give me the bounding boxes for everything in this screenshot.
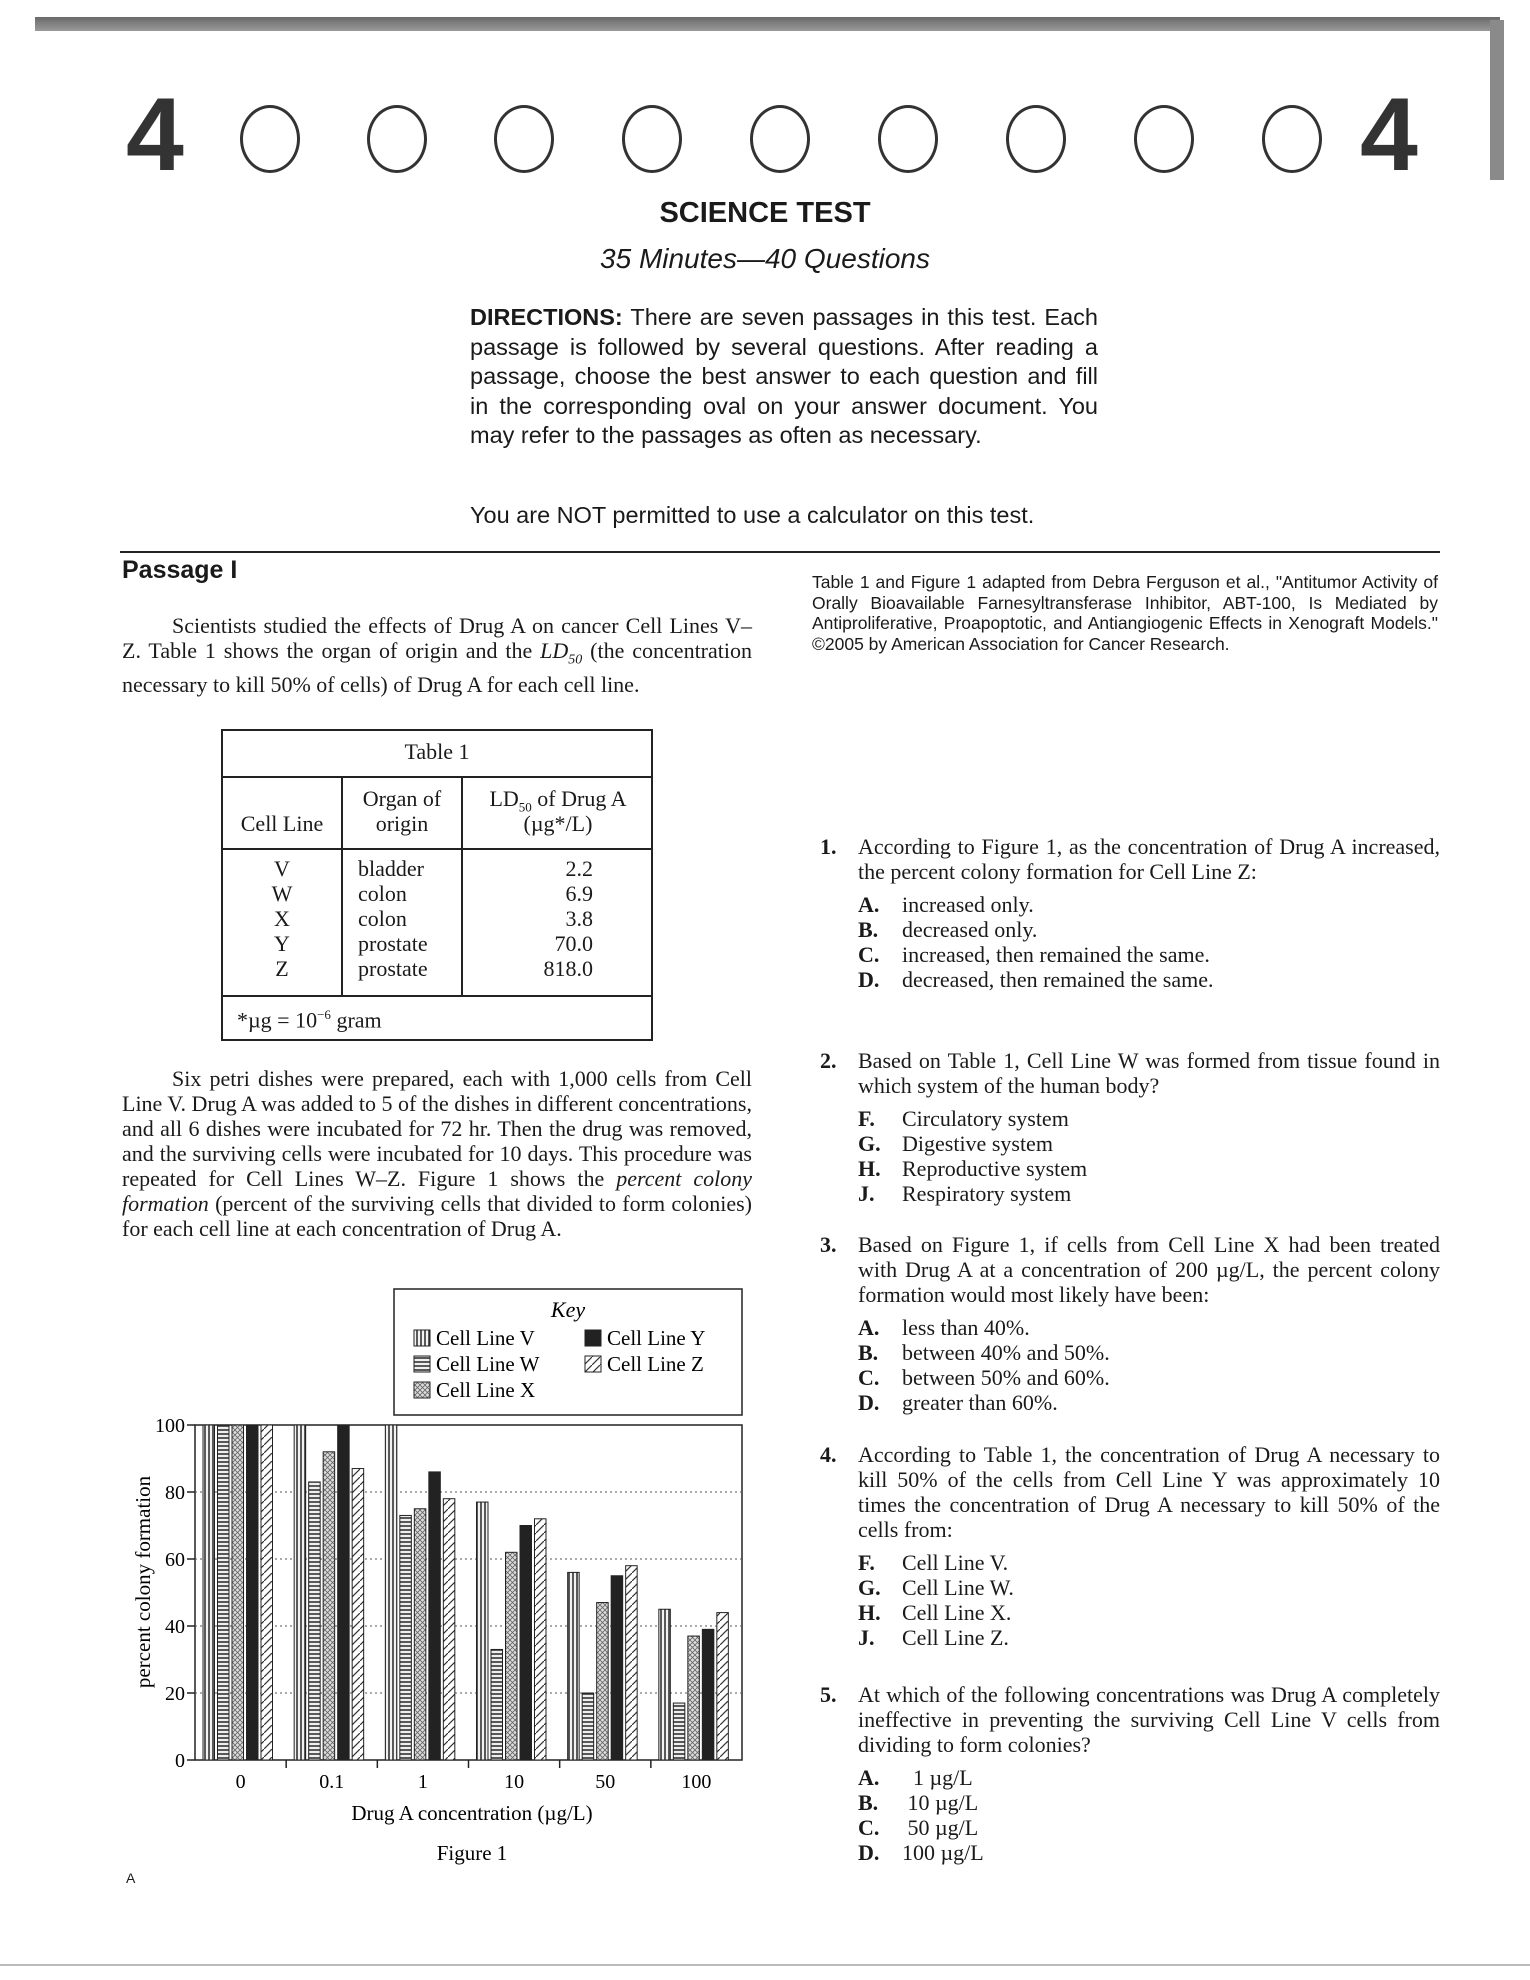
answer-option[interactable]	[858, 967, 1440, 992]
bar	[626, 1566, 638, 1760]
option-text: 10 µg/L	[902, 1790, 979, 1815]
section-header-row	[120, 77, 1440, 195]
option-text: increased only.	[902, 892, 1034, 917]
bar	[261, 1425, 273, 1760]
question-text: At which of the following concentrations was Drug A completely ineffective in preventing the surviving Cell Line V cells from dividing to form colonies?	[858, 1682, 1440, 1757]
oval-icon	[1134, 105, 1194, 173]
x-tick-label: 50	[595, 1771, 616, 1793]
bar	[506, 1552, 518, 1760]
legend-swatch	[414, 1330, 430, 1346]
procedure-text-1: Six petri dishes were prepared, each with 1,000 cells from Cell Line V. Drug A was added to 5 of the dishes in different concentrations, and all 6 dishes were incubated for 72 hr. Then the drug was removed, and the surviving cells were incubated for 10 days. This procedure was repeated for Cell Lines W–Z. Figure 1 shows the	[122, 1066, 752, 1191]
bar	[535, 1519, 547, 1760]
table-header-organ: Organ of	[362, 786, 442, 811]
option-text: Digestive system	[902, 1131, 1053, 1156]
bar	[232, 1425, 244, 1760]
option-text: Cell Line Z.	[902, 1625, 1009, 1650]
answer-option[interactable]	[858, 917, 1440, 942]
oval-icon	[878, 105, 938, 173]
option-letter: J.	[858, 1181, 875, 1206]
bar	[659, 1609, 671, 1760]
table-rule	[223, 995, 651, 997]
option-letter: A.	[858, 1315, 880, 1340]
bar	[294, 1425, 306, 1760]
passage-intro-text-1: Scientists studied the effects of Drug A on cancer Cell Lines V–Z. Table 1 shows the organ of origin and the	[122, 613, 752, 663]
option-letter: D.	[858, 1840, 880, 1865]
question-2	[820, 1048, 1440, 1206]
directions-block	[470, 303, 1098, 451]
table-cell: X	[274, 906, 290, 931]
option-letter: C.	[858, 1365, 880, 1390]
table-cell: Y	[274, 931, 290, 956]
answer-option[interactable]	[858, 1575, 1440, 1600]
table-cell: V	[274, 856, 290, 881]
bar	[429, 1472, 441, 1760]
bar	[717, 1613, 729, 1760]
passage-label: Passage I	[122, 556, 238, 584]
bar	[582, 1693, 594, 1760]
page-mark: A	[126, 1870, 136, 1886]
legend-title: Key	[550, 1297, 586, 1322]
ld-label: LD	[489, 786, 519, 811]
table-column-cell-line	[223, 856, 341, 981]
table-column-organ	[358, 856, 458, 981]
option-text: 1 µg/L	[902, 1765, 973, 1790]
bar	[597, 1603, 609, 1760]
bar	[385, 1425, 397, 1760]
answer-option[interactable]	[858, 942, 1440, 967]
option-text: Circulatory system	[902, 1106, 1069, 1131]
option-letter: F.	[858, 1106, 875, 1131]
question-text: According to Figure 1, as the concentration of Drug A increased, the percent colony formation for Cell Line Z:	[858, 834, 1440, 884]
footnote-exponent: −6	[317, 1007, 331, 1022]
table-cell: 2.2	[565, 856, 593, 881]
answer-options	[858, 1550, 1440, 1650]
ld-symbol: LD	[540, 638, 569, 663]
bar	[352, 1469, 364, 1760]
answer-option[interactable]	[858, 892, 1440, 917]
question-number: 2.	[820, 1048, 837, 1073]
bar	[338, 1425, 350, 1760]
option-text: Cell Line V.	[902, 1550, 1009, 1575]
option-text: between 40% and 50%.	[902, 1340, 1110, 1365]
ld-subscript: 50	[568, 652, 583, 668]
option-letter: D.	[858, 1390, 880, 1415]
option-letter: J.	[858, 1625, 875, 1650]
option-text: increased, then remained the same.	[902, 942, 1210, 967]
figure-1-chart	[120, 1285, 760, 1870]
y-axis-label: percent colony formation	[131, 1475, 155, 1689]
bar	[400, 1515, 412, 1760]
answer-option[interactable]	[858, 1550, 1440, 1575]
bar	[414, 1509, 426, 1760]
answer-options	[858, 1765, 1440, 1865]
question-text: Based on Table 1, Cell Line W was formed from tissue found in which system of the human body?	[858, 1048, 1440, 1098]
x-axis-label: Drug A concentration (µg/L)	[351, 1801, 593, 1825]
option-letter: C.	[858, 1815, 880, 1840]
oval-icon	[750, 105, 810, 173]
oval-icon	[494, 105, 554, 173]
oval-icon	[622, 105, 682, 173]
table-cell: 3.8	[565, 906, 593, 931]
answer-options	[858, 1106, 1440, 1206]
question-text: Based on Figure 1, if cells from Cell Line X had been treated with Drug A at a concentration of 200 µg/L, the percent colony formation would most likely have been:	[858, 1232, 1440, 1307]
scan-edge-shadow	[1490, 20, 1504, 180]
ld-label-suffix: of Drug A	[531, 786, 627, 811]
bar	[218, 1425, 230, 1760]
option-text: Reproductive system	[902, 1156, 1088, 1181]
question-4	[820, 1442, 1440, 1650]
table-cell: colon	[358, 906, 407, 931]
bar	[247, 1425, 259, 1760]
option-letter: G.	[858, 1575, 881, 1600]
answer-options	[858, 1315, 1440, 1415]
legend-label: Cell Line X	[436, 1378, 536, 1402]
x-tick-label: 100	[681, 1771, 712, 1793]
y-tick-label: 60	[165, 1549, 185, 1571]
calculator-note: You are NOT permitted to use a calculator on this test.	[470, 502, 1035, 528]
bar	[491, 1649, 503, 1760]
y-tick-label: 20	[165, 1683, 185, 1705]
answer-option[interactable]	[858, 1315, 1440, 1340]
option-letter: D.	[858, 967, 880, 992]
footnote-unit: gram	[330, 1007, 382, 1033]
legend-swatch	[585, 1330, 601, 1346]
y-tick-label: 40	[165, 1616, 185, 1638]
answer-option[interactable]	[858, 1340, 1440, 1365]
footnote-text: *µg = 10	[237, 1007, 318, 1033]
table-cell: W	[271, 881, 293, 906]
question-3	[820, 1232, 1440, 1415]
option-letter: A.	[858, 1765, 880, 1790]
legend-swatch	[585, 1356, 601, 1372]
option-text: between 50% and 60%.	[902, 1365, 1110, 1390]
question-5	[820, 1682, 1440, 1865]
section-divider	[120, 551, 1440, 553]
option-text: decreased only.	[902, 917, 1038, 942]
question-text: According to Table 1, the concentration of Drug A necessary to kill 50% of the cells from Cell Line Y was approximately 10 times the concentration of Drug A necessary to kill 50% of the cells from:	[858, 1442, 1440, 1542]
question-number: 1.	[820, 834, 837, 859]
table-rule	[223, 776, 651, 778]
table-cell: Z	[275, 956, 289, 981]
oval-icon	[240, 105, 300, 173]
option-letter: B.	[858, 917, 879, 942]
table-rule	[223, 848, 651, 850]
bar	[568, 1572, 580, 1760]
table-cell: 70.0	[554, 931, 593, 956]
answer-option[interactable]	[858, 1840, 1440, 1865]
x-tick-label: 0.1	[319, 1771, 345, 1793]
option-text: decreased, then remained the same.	[902, 967, 1214, 992]
x-tick-label: 10	[504, 1771, 525, 1793]
question-number: 5.	[820, 1682, 837, 1707]
table-header-organ: origin	[375, 811, 429, 836]
table-header-cell-line: Cell Line	[240, 811, 324, 836]
bar	[203, 1425, 215, 1760]
option-text: Respiratory system	[902, 1181, 1072, 1206]
option-letter: A.	[858, 892, 880, 917]
oval-icon	[1262, 105, 1322, 173]
question-number: 4.	[820, 1442, 837, 1467]
answer-option[interactable]	[858, 1600, 1440, 1625]
procedure-text-2: (percent of the surviving cells that divided to form colonies) for each cell line at each concentration of Drug A.	[122, 1191, 752, 1241]
option-letter: B.	[858, 1790, 879, 1815]
oval-icon	[367, 105, 427, 173]
table-cell: bladder	[358, 856, 424, 881]
figure-caption: Figure 1	[436, 1841, 508, 1865]
option-letter: B.	[858, 1340, 879, 1365]
table-1	[221, 729, 653, 1041]
directions-text: There are seven passages in this test. Each passage is followed by several questions. After reading a passage, choose the best answer to each question and fill in the corresponding oval on your answer document. You may refer to the passages as often as necessary.	[470, 304, 1098, 448]
y-tick-label: 0	[175, 1750, 185, 1772]
answer-option[interactable]	[858, 1390, 1440, 1415]
bar	[611, 1576, 623, 1760]
table-header-units: (µg*/L)	[523, 811, 593, 836]
x-tick-label: 0	[235, 1771, 246, 1793]
table-cell: 6.9	[565, 881, 593, 906]
scan-top-border	[35, 17, 1500, 31]
section-number-left: 4	[126, 77, 184, 193]
answer-option[interactable]	[858, 1365, 1440, 1390]
option-letter: F.	[858, 1550, 875, 1575]
bar	[702, 1629, 714, 1760]
bar	[673, 1703, 685, 1760]
test-title: SCIENCE TEST	[659, 197, 871, 229]
option-text: Cell Line W.	[902, 1575, 1014, 1600]
bar	[688, 1636, 700, 1760]
option-letter: C.	[858, 942, 880, 967]
ld-subscript: 50	[518, 799, 532, 815]
bar	[323, 1452, 335, 1760]
procedure-emphasis: percent colony formation	[122, 1166, 752, 1216]
section-number-right: 4	[1360, 77, 1418, 193]
legend-label: Cell Line V	[436, 1326, 535, 1350]
table-cell: prostate	[358, 956, 428, 981]
legend-label: Cell Line Z	[607, 1352, 704, 1376]
legend-label: Cell Line W	[436, 1352, 540, 1376]
option-letter: H.	[858, 1600, 881, 1625]
answer-option[interactable]	[858, 1625, 1440, 1650]
question-number: 3.	[820, 1232, 837, 1257]
legend-label: Cell Line Y	[607, 1326, 706, 1350]
directions-label: DIRECTIONS:	[470, 304, 623, 330]
passage-intro	[122, 613, 752, 697]
question-1	[820, 834, 1440, 992]
bar	[443, 1499, 455, 1760]
table-column-ld50	[463, 856, 593, 981]
table-cell: 818.0	[543, 956, 593, 981]
option-letter: G.	[858, 1131, 881, 1156]
source-credit: Table 1 and Figure 1 adapted from Debra Ferguson et al., "Antitumor Activity of Orally Bioavailable Farnesyltransferase Inhibitor, ABT-100, Is Mediated by Antiproliferative, Proapoptotic, and Antiangiogenic Effects in Xenograft Models." ©2005 by American Association for Cancer Research.	[812, 572, 1438, 654]
answer-option[interactable]	[858, 1790, 1440, 1815]
passage-procedure	[122, 1066, 752, 1241]
option-text: 50 µg/L	[902, 1815, 979, 1840]
table-footnote	[237, 1002, 382, 1032]
answer-option[interactable]	[858, 1765, 1440, 1790]
test-subtitle: 35 Minutes—40 Questions	[600, 243, 930, 274]
y-tick-label: 100	[155, 1415, 185, 1437]
option-text: greater than 60%.	[902, 1390, 1058, 1415]
answer-options	[858, 892, 1440, 992]
answer-option[interactable]	[858, 1156, 1440, 1181]
figure-1	[120, 1285, 760, 1870]
answer-option[interactable]	[858, 1106, 1440, 1131]
answer-option[interactable]	[858, 1815, 1440, 1840]
answer-option[interactable]	[858, 1131, 1440, 1156]
option-text: less than 40%.	[902, 1315, 1030, 1340]
oval-icon	[1006, 105, 1066, 173]
bar	[477, 1502, 489, 1760]
legend-swatch	[414, 1382, 430, 1398]
bar	[520, 1526, 532, 1761]
table-cell: prostate	[358, 931, 428, 956]
option-text: Cell Line X.	[902, 1600, 1012, 1625]
x-tick-label: 1	[417, 1771, 428, 1793]
option-text: 100 µg/L	[902, 1840, 984, 1865]
table-caption: Table 1	[404, 739, 470, 764]
y-tick-label: 80	[165, 1482, 185, 1504]
bar	[309, 1482, 321, 1760]
scan-bottom-edge	[0, 1964, 1530, 1966]
table-cell: colon	[358, 881, 407, 906]
passage-intro-text-2: (the concentration necessary to kill 50% of cells) of Drug A for each cell line.	[122, 638, 752, 698]
legend-swatch	[414, 1356, 430, 1372]
option-letter: H.	[858, 1156, 881, 1181]
answer-option[interactable]	[858, 1181, 1440, 1206]
